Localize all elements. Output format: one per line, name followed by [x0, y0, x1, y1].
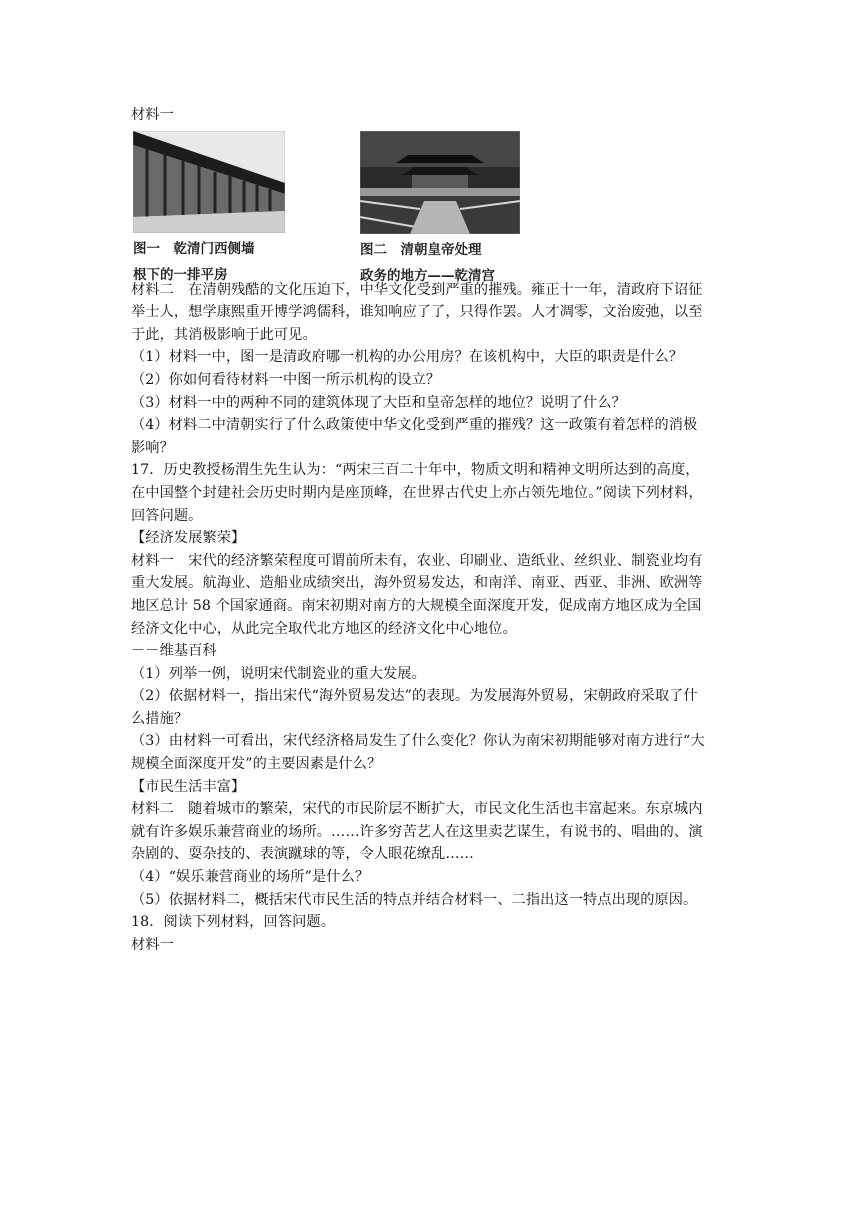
section-heading: 【市民生活丰富】	[131, 778, 246, 795]
question-line: （1）材料一中，图一是清政府哪一机构的办公用房？在该机构中，大臣的职责是什么？	[131, 349, 684, 366]
text-line: 材料二 随着城市的繁荣，宋代的市民阶层不断扩大，市民文化生活也丰富起来。东京城内	[131, 801, 703, 818]
figures-row	[131, 131, 731, 284]
figure-1-caption-line-1: 图一 乾清门西侧墙	[133, 240, 255, 257]
text-line: 举士人，想学康熙重开博学鸿儒科，谁知响应了了，只得作罢。人才凋零，文治废弛，以至	[131, 304, 703, 321]
question-line: （5）依据材料二，概括宋代市民生活的特点并结合材料一、二指出这一特点出现的原因。	[131, 891, 698, 908]
question-line: （2）依据材料一，指出宋代“海外贸易发达”的表现。为发展海外贸易，宋朝政府采取了什	[131, 688, 698, 705]
question-line: 影响？	[131, 439, 174, 456]
question-line: 么措施？	[131, 710, 189, 727]
figure-2-caption-line-2: 政务的地方——乾清宫	[360, 267, 495, 284]
source-citation: －－维基百科	[131, 643, 217, 660]
text-line: 就有许多娱乐兼营商业的场所。……许多穷苦艺人在这里卖艺谋生，有说书的、唱曲的、演	[131, 823, 703, 840]
text-line: 回答问题。	[131, 507, 203, 524]
text-line: 18．阅读下列材料，回答问题。	[131, 914, 335, 931]
question-line: （3）材料一中的两种不同的建筑体现了大臣和皇帝怎样的地位？说明了什么？	[131, 394, 626, 411]
text-line: 材料一 宋代的经济繁荣程度可谓前所未有，农业、印刷业、造纸业、丝织业、制瓷业均有	[131, 552, 703, 569]
figure-2	[360, 131, 520, 286]
text-line: 材料二 在清朝残酷的文化压迫下，中华文化受到严重的摧残。雍正十一年，清政府下诏征	[131, 281, 703, 298]
text-line: 材料一	[131, 936, 174, 953]
material-one-heading: 材料一	[131, 107, 174, 123]
section-heading: 【经济发展繁荣】	[131, 530, 246, 547]
question-line: （4）材料二中清朝实行了什么政策使中华文化受到严重的摧残？这一政策有着怎样的消极	[131, 417, 698, 434]
text-line: 于此，其消极影响于此可见。	[131, 326, 317, 343]
text-line: 地区总计 58 个国家通商。南宋初期对南方的大规模全面深度开发，促成南方地区成为全国	[131, 597, 702, 614]
text-line: 重大发展。航海业、造船业成绩突出，海外贸易发达，和南洋、南亚、西亚、非洲、欧洲等	[131, 575, 703, 592]
figure-2-caption-line-1: 图二 清朝皇帝处理	[360, 241, 482, 258]
text-line: 杂剧的、耍杂技的、表演蹴球的等，令人眼花缭乱……	[131, 846, 474, 863]
text-line: 在中国整个封建社会历史时期内是座顶峰，在世界古代史上亦占领先地位。”阅读下列材料，	[131, 484, 703, 501]
qianqing-palace-photo	[360, 131, 520, 234]
text-line: 17．历史教授杨渭生先生认为：“两宋三百二十年中，物质文明和精神文明所达到的高度，	[131, 462, 700, 479]
document-page	[131, 104, 731, 956]
question-line: （4）“娱乐兼营商业的场所”是什么？	[131, 869, 370, 886]
question-line: （1）列举一例，说明宋代制瓷业的重大发展。	[131, 665, 426, 682]
question-line: （2）你如何看待材料一中图一所示机构的设立？	[131, 371, 441, 388]
question-line: （3）由材料一可看出，宋代经济格局发生了什么变化？你认为南宋初期能够对南方进行“大	[131, 733, 705, 750]
figure-1	[133, 131, 285, 285]
question-line: 规模全面深度开发”的主要因素是什么？	[131, 756, 382, 773]
text-line: 经济文化中心，从此完全取代北方地区的经济文化中心地位。	[131, 620, 517, 637]
row-of-single-story-houses-photo	[133, 131, 285, 233]
figure-1-caption-line-2: 根下的一排平房	[133, 266, 228, 283]
